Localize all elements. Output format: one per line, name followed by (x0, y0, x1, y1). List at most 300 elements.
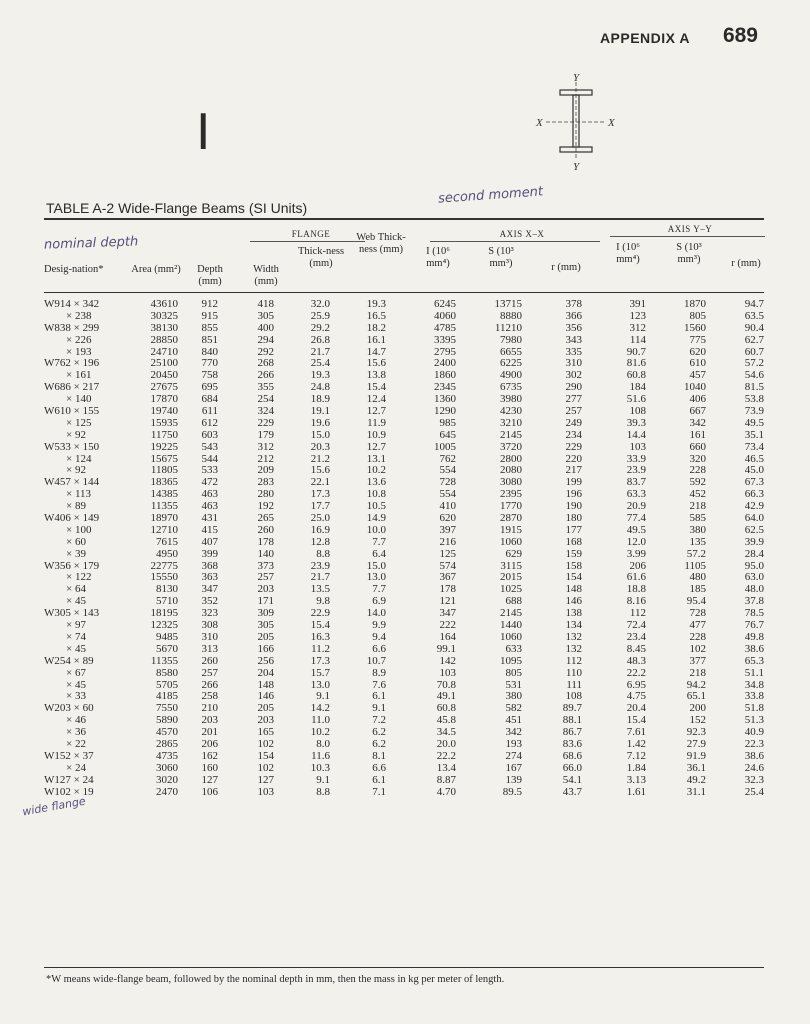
table-header-rule (44, 292, 764, 293)
table-cell: 63.0 (744, 571, 764, 584)
table-cell: 14.2 (310, 702, 330, 715)
table-cell: 17.3 (310, 654, 330, 667)
table-cell: 6.6 (372, 761, 386, 774)
table-cell: 13.6 (366, 476, 386, 489)
table-cell: × 45 (66, 678, 86, 691)
table-cell: 12.8 (310, 535, 330, 548)
table-cell: × 140 (66, 393, 92, 406)
table-cell: 22.3 (744, 737, 764, 750)
table-footnote: *W means wide-flange beam, followed by the nominal depth in mm, then the mass in kg per meter of length. (46, 974, 505, 985)
running-head: APPENDIX A (599, 30, 690, 46)
table-cell: 11750 (150, 428, 178, 441)
header-xx-r: r (mm) (551, 262, 581, 273)
table-cell: 140 (257, 547, 274, 560)
table-cell: 108 (629, 405, 646, 418)
y-axis-bottom-label: Y (573, 161, 580, 172)
table-cell: 180 (565, 512, 582, 525)
table-cell: 12.7 (366, 405, 386, 418)
table-cell: 12710 (150, 523, 178, 536)
table-cell: W914 × 342 (44, 298, 100, 310)
table-cell: 20.4 (626, 702, 646, 715)
table-cell: 161 (689, 428, 706, 441)
header-area: Area (mm²) (131, 264, 181, 275)
table-cell: 38130 (150, 321, 178, 334)
table-cell: × 238 (66, 309, 92, 322)
table-cell: 400 (257, 321, 274, 334)
table-cell: 206 (629, 559, 646, 572)
column-yy-I (606, 299, 646, 798)
table-cell: 168 (565, 535, 582, 548)
table-cell: 6.1 (372, 690, 386, 703)
table-cell: 16.3 (310, 630, 330, 643)
table-cell: 477 (689, 619, 706, 632)
table-cell: 203 (257, 714, 274, 727)
table-cell: 8.8 (316, 785, 330, 798)
table-cell: 7550 (156, 702, 178, 715)
column-yy-r (726, 299, 764, 798)
table-cell: × 45 (66, 595, 86, 608)
table-cell: × 226 (66, 333, 92, 346)
table-cell: 1040 (684, 381, 706, 394)
table-cell: 309 (257, 607, 274, 620)
table-cell: 68.6 (562, 749, 582, 762)
table-cell: 64.0 (744, 512, 764, 525)
table-cell: 380 (689, 523, 706, 536)
table-cell: 13715 (494, 298, 522, 310)
table-cell: 260 (201, 654, 218, 667)
table-cell: 324 (257, 405, 274, 418)
table-cell: 1290 (434, 405, 456, 418)
table-cell: 20.3 (310, 440, 330, 453)
table-cell: 407 (201, 535, 218, 548)
table-cell: 60.8 (436, 702, 456, 715)
table-cell: 205 (257, 630, 274, 643)
table-cell: 25.4 (310, 357, 330, 370)
table-cell: 92.3 (686, 726, 706, 739)
table-cell: 24.8 (310, 381, 330, 394)
table-cell: 15.4 (310, 619, 330, 632)
table-cell: 102 (257, 737, 274, 750)
table-cell: 16.9 (310, 523, 330, 536)
table-cell: 146 (257, 690, 274, 703)
table-cell: 14.9 (366, 512, 386, 525)
table-cell: 4.70 (436, 785, 456, 798)
table-cell: 256 (257, 654, 274, 667)
table-cell: 99.1 (436, 642, 456, 655)
table-cell: 22.2 (626, 666, 646, 679)
table-cell: 8580 (156, 666, 178, 679)
table-cell: 355 (257, 381, 274, 394)
table-cell: 6.2 (372, 737, 386, 750)
group-flange: FLANGE (291, 229, 331, 239)
table-cell: 592 (689, 476, 706, 489)
table-cell: 254 (257, 393, 274, 406)
table-cell: 178 (257, 535, 274, 548)
table-cell: 620 (689, 345, 706, 358)
table-cell: 1095 (500, 654, 522, 667)
table-cell: 12.7 (366, 440, 386, 453)
table-cell: 178 (439, 583, 456, 596)
table-cell: 21.2 (310, 452, 330, 465)
table-cell: W305 × 143 (44, 607, 100, 620)
table-cell: 15.4 (366, 381, 386, 394)
table-cell: 25.4 (744, 785, 764, 798)
table-cell: 574 (439, 559, 456, 572)
table-cell: W406 × 149 (44, 512, 100, 525)
header-xx-I: I (10⁶ mm⁴) (426, 246, 450, 269)
table-cell: 54.6 (744, 369, 764, 382)
table-cell: 95.0 (744, 559, 764, 572)
table-cell: 160 (201, 761, 218, 774)
table-cell: 125 (439, 547, 456, 560)
table-cell: 356 (565, 321, 582, 334)
table-cell: 192 (257, 500, 274, 513)
table-cell: 342 (505, 726, 522, 739)
table-cell: 210 (201, 702, 218, 715)
header-depth: Depth (mm) (197, 264, 223, 287)
table-cell: 14.7 (366, 345, 386, 358)
table-cell: W762 × 196 (44, 357, 100, 370)
table-cell: × 113 (66, 488, 92, 501)
table-cell: 302 (565, 369, 582, 382)
table-cell: 257 (565, 405, 582, 418)
table-cell: 1005 (434, 440, 456, 453)
table-cell: 4230 (500, 405, 522, 418)
table-cell: 6225 (500, 357, 522, 370)
i-beam-axis-diagram (528, 72, 618, 172)
table-cell: 472 (201, 476, 218, 489)
table-cell: 158 (565, 559, 582, 572)
table-cell: 90.7 (626, 345, 646, 358)
table-cell: 27675 (150, 381, 178, 394)
table-cell: 218 (689, 500, 706, 513)
table-cell: 121 (439, 595, 456, 608)
table-cell: 5705 (156, 678, 178, 691)
table-cell: 367 (439, 571, 456, 584)
table-cell: 199 (565, 476, 582, 489)
table-cell: 60.8 (626, 369, 646, 382)
table-cell: 11.9 (367, 416, 386, 429)
table-cell: W610 × 155 (44, 405, 100, 418)
table-cell: 7615 (156, 535, 178, 548)
table-cell: 633 (505, 642, 522, 655)
table-cell: 531 (505, 678, 522, 691)
table-cell: 179 (257, 428, 274, 441)
table-cell: 2395 (500, 488, 522, 501)
table-cell: 20450 (150, 369, 178, 382)
table-cell: 39.9 (744, 535, 764, 548)
table-cell: × 33 (66, 690, 86, 703)
table-cell: 148 (257, 678, 274, 691)
table-cell: 15675 (150, 452, 178, 465)
table-cell: 378 (565, 298, 582, 310)
table-cell: 103 (439, 666, 456, 679)
table-cell: 51.8 (744, 702, 764, 715)
table-cell: 851 (201, 333, 218, 346)
table-cell: W838 × 299 (44, 321, 100, 334)
table-cell: 20.9 (626, 500, 646, 513)
table-cell: 110 (565, 666, 582, 679)
table-cell: 138 (565, 607, 582, 620)
table-cell: 10.2 (310, 726, 330, 739)
table-cell: 171 (257, 595, 274, 608)
column-xx-S (480, 299, 522, 798)
table-cell: 81.5 (744, 381, 764, 394)
table-cell: 775 (689, 333, 706, 346)
table-cell: 15550 (150, 571, 178, 584)
table-cell: 70.8 (436, 678, 456, 691)
table-cell: 7.61 (626, 726, 646, 739)
table-cell: 19.6 (310, 416, 330, 429)
table-cell: 62.5 (744, 523, 764, 536)
table-cell: 667 (689, 405, 706, 418)
table-cell: 257 (257, 571, 274, 584)
table-cell: 18365 (150, 476, 178, 489)
table-cell: 39.3 (626, 416, 646, 429)
i-beam-glyph: I (196, 103, 211, 161)
table-cell: 29.2 (310, 321, 330, 334)
table-cell: 855 (201, 321, 218, 334)
table-cell: 463 (201, 488, 218, 501)
table-cell: W254 × 89 (44, 654, 94, 667)
table-cell: 16.5 (366, 309, 386, 322)
table-cell: 31.1 (686, 785, 706, 798)
table-cell: 323 (201, 607, 218, 620)
table-cell: 582 (505, 702, 522, 715)
table-cell: 43.7 (562, 785, 582, 798)
table-cell: 1560 (684, 321, 706, 334)
table-cell: 72.4 (626, 619, 646, 632)
table-cell: 16.1 (366, 333, 386, 346)
table-cell: 32.0 (310, 298, 330, 310)
table-cell: 11355 (150, 500, 178, 513)
table-cell: 51.3 (744, 714, 764, 727)
table-cell: 18.8 (626, 583, 646, 596)
table-cell: 543 (201, 440, 218, 453)
table-cell: 4060 (434, 309, 456, 322)
table-cell: 89.7 (562, 702, 582, 715)
header-flange-width: Width (mm) (253, 264, 279, 287)
table-cell: 17870 (150, 393, 178, 406)
table-cell: 42.9 (744, 500, 764, 513)
table-cell: × 60 (66, 535, 86, 548)
table-cell: 6.1 (372, 773, 386, 786)
table-cell: 193 (505, 737, 522, 750)
table-cell: 209 (257, 464, 274, 477)
table-cell: 13.0 (366, 571, 386, 584)
table-cell: × 193 (66, 345, 92, 358)
table-cell: 4900 (500, 369, 522, 382)
table-cell: 111 (566, 678, 582, 691)
table-cell: 73.9 (744, 405, 764, 418)
table-cell: 342 (689, 416, 706, 429)
table-cell: 10.8 (366, 488, 386, 501)
table-cell: 49.5 (744, 416, 764, 429)
table-cell: 4735 (156, 749, 178, 762)
table-cell: 51.1 (744, 666, 764, 679)
table-cell: 266 (257, 369, 274, 382)
table-cell: 695 (201, 381, 218, 394)
table-cell: 228 (689, 630, 706, 643)
table-cell: 840 (201, 345, 218, 358)
table-cell: 352 (201, 595, 218, 608)
table-cell: 146 (565, 595, 582, 608)
table-cell: 463 (201, 500, 218, 513)
table-cell: 154 (257, 749, 274, 762)
table-cell: 60.7 (744, 345, 764, 358)
table-cell: 2145 (500, 428, 522, 441)
table-cell: 6735 (500, 381, 522, 394)
table-cell: 6.4 (372, 547, 386, 560)
header-yy-r: r (mm) (731, 258, 761, 269)
table-cell: 57.2 (686, 547, 706, 560)
table-cell: 6.9 (372, 595, 386, 608)
table-cell: 366 (565, 309, 582, 322)
table-cell: 1105 (684, 559, 706, 572)
table-cell: 268 (257, 357, 274, 370)
table-cell: 185 (689, 583, 706, 596)
y-axis-top-label: Y (573, 72, 580, 84)
table-cell: 13.1 (366, 452, 386, 465)
axis-xx-group-line (430, 241, 600, 242)
table-cell: 9.4 (372, 630, 386, 643)
table-cell: 24.6 (744, 761, 764, 774)
table-cell: 65.3 (744, 654, 764, 667)
table-cell: 8880 (500, 309, 522, 322)
table-cell: 11.2 (311, 642, 330, 655)
table-cell: 3080 (500, 476, 522, 489)
table-cell: 123 (629, 309, 646, 322)
flange-group-line (250, 241, 365, 242)
table-cell: 49.8 (744, 630, 764, 643)
header-yy-I: I (10⁶ mm⁴) (616, 242, 640, 265)
table-cell: 380 (505, 690, 522, 703)
table-cell: 33.9 (626, 452, 646, 465)
table-cell: 2800 (500, 452, 522, 465)
table-cell: 204 (257, 666, 274, 679)
table-cell: 62.7 (744, 333, 764, 346)
table-cell: 11355 (150, 654, 178, 667)
table-cell: 8.45 (626, 642, 646, 655)
table-cell: 38.6 (744, 642, 764, 655)
table-cell: 190 (565, 500, 582, 513)
table-cell: 152 (689, 714, 706, 727)
table-cell: 3720 (500, 440, 522, 453)
table-cell: 257 (201, 666, 218, 679)
table-cell: 11210 (494, 321, 522, 334)
table-cell: 280 (257, 488, 274, 501)
table-cell: 12.4 (366, 393, 386, 406)
table-cell: 266 (201, 678, 218, 691)
table-cell: 48.0 (744, 583, 764, 596)
column-flange-width (244, 299, 274, 798)
table-cell: 11805 (150, 464, 178, 477)
table-cell: 94.7 (744, 298, 764, 310)
table-cell: 347 (201, 583, 218, 596)
column-depth (188, 299, 218, 798)
table-cell: 585 (689, 512, 706, 525)
table-cell: 212 (257, 452, 274, 465)
table-cell: 18.2 (366, 321, 386, 334)
table-cell: 38.6 (744, 749, 764, 762)
table-cell: 65.1 (686, 690, 706, 703)
table-cell: 13.4 (436, 761, 456, 774)
table-cell: 310 (201, 630, 218, 643)
table-cell: 3395 (434, 333, 456, 346)
table-cell: 164 (439, 630, 456, 643)
table-cell: 2080 (500, 464, 522, 477)
table-cell: 13.8 (366, 369, 386, 382)
table-cell: 216 (439, 535, 456, 548)
table-cell: 14.0 (366, 607, 386, 620)
table-cell: 3.99 (626, 547, 646, 560)
table-cell: × 45 (66, 642, 86, 655)
table-cell: 53.8 (744, 393, 764, 406)
table-cell: 310 (565, 357, 582, 370)
table-cell: 1.84 (626, 761, 646, 774)
table-cell: 67.3 (744, 476, 764, 489)
table-cell: 1870 (684, 298, 706, 310)
table-cell: 4570 (156, 726, 178, 739)
table-cell: W686 × 217 (44, 381, 100, 394)
table-cell: 15.7 (310, 666, 330, 679)
table-cell: 728 (689, 607, 706, 620)
table-cell: 277 (565, 393, 582, 406)
table-cell: 7.7 (372, 535, 386, 548)
table-cell: W356 × 179 (44, 559, 100, 572)
table-cell: 14385 (150, 488, 178, 501)
table-cell: 132 (565, 642, 582, 655)
group-axis-yy: AXIS Y–Y (667, 224, 713, 234)
table-cell: 25.9 (310, 309, 330, 322)
table-cell: 139 (505, 773, 522, 786)
header-flange-thickness: Thick-ness (mm) (297, 246, 345, 269)
table-cell: 89.5 (502, 785, 522, 798)
header-xx-S: S (10³ mm³) (488, 246, 514, 269)
table-cell: 3060 (156, 761, 178, 774)
table-cell: 805 (689, 309, 706, 322)
table-cell: 15.6 (310, 464, 330, 477)
table-cell: 8.87 (436, 773, 456, 786)
table-cell: 5670 (156, 642, 178, 655)
table-cell: W457 × 144 (44, 476, 100, 489)
column-xx-r (548, 299, 582, 798)
group-axis-xx: AXIS X–X (499, 229, 545, 239)
table-cell: 196 (565, 488, 582, 501)
table-cell: 620 (439, 512, 456, 525)
table-cell: 915 (201, 309, 218, 322)
table-cell: 48.3 (626, 654, 646, 667)
table-cell: × 22 (66, 737, 86, 750)
table-cell: 2870 (500, 512, 522, 525)
table-cell: 7.2 (372, 714, 386, 727)
table-cell: 83.6 (562, 737, 582, 750)
table-cell: 77.4 (626, 512, 646, 525)
table-cell: 91.9 (686, 749, 706, 762)
table-cell: 4785 (434, 321, 456, 334)
table-cell: 6245 (434, 298, 456, 310)
table-cell: 452 (689, 488, 706, 501)
table-cell: 22.2 (436, 749, 456, 762)
table-cell: 11.6 (311, 749, 330, 762)
table-cell: × 64 (66, 583, 86, 596)
table-cell: 4185 (156, 690, 178, 703)
table-cell: 10.2 (366, 464, 386, 477)
table-cell: × 161 (66, 369, 92, 382)
table-cell: 1915 (500, 523, 522, 536)
table-cell: 313 (201, 642, 218, 655)
table-cell: 8.1 (372, 749, 386, 762)
